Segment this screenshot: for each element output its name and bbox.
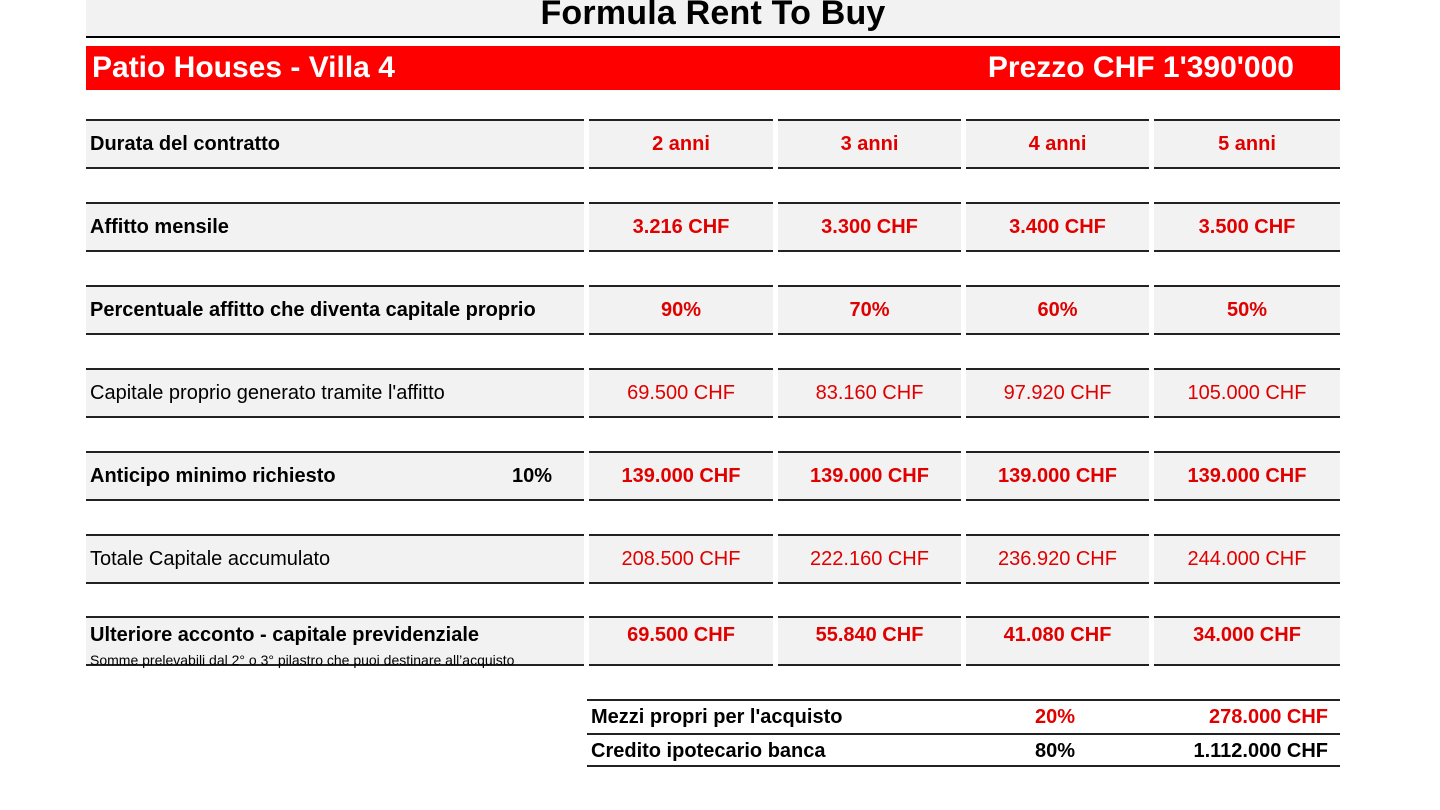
capitale-proprio-value-3: 97.920 CHF: [966, 368, 1149, 418]
property-banner: [86, 46, 1340, 90]
anticipo-label-text: Anticipo minimo richiesto: [90, 464, 336, 487]
affitto-value-3: 3.400 CHF: [966, 202, 1149, 252]
totale-value-2: 222.160 CHF: [778, 534, 961, 584]
ulteriore-value-3: 41.080 CHF: [966, 616, 1149, 666]
anticipo-value-1: 139.000 CHF: [589, 451, 773, 501]
anticipo-value-4: 139.000 CHF: [1154, 451, 1340, 501]
affitto-value-1: 3.216 CHF: [589, 202, 773, 252]
summary-percent-credito: 80%: [1035, 740, 1076, 762]
durata-value-1: 2 anni: [589, 119, 773, 169]
anticipo-percent: 10%: [511, 464, 552, 487]
row-label-ulteriore: Ulteriore acconto - capitale previdenziale: [86, 616, 584, 666]
anticipo-value-3: 139.000 CHF: [966, 451, 1149, 501]
ulteriore-value-4: 34.000 CHF: [1154, 616, 1340, 666]
title-band: [86, 0, 1340, 38]
page-title: Formula Rent To Buy: [540, 0, 886, 32]
row-label-totale: Totale Capitale accumulato: [86, 534, 584, 584]
row-label-capitale-proprio: Capitale proprio generato tramite l'affitto: [86, 368, 584, 418]
property-price: Prezzo CHF 1'390'000: [987, 51, 1294, 84]
affitto-value-2: 3.300 CHF: [778, 202, 961, 252]
summary-amount-credito: 1.112.000 CHF: [1193, 740, 1328, 762]
percentuale-value-1: 90%: [589, 285, 773, 335]
property-name: Patio Houses - Villa 4: [92, 51, 395, 84]
capitale-proprio-value-1: 69.500 CHF: [589, 368, 773, 418]
anticipo-value-2: 139.000 CHF: [778, 451, 961, 501]
totale-value-4: 244.000 CHF: [1154, 534, 1340, 584]
row-label-anticipo: [86, 451, 584, 501]
summary-percent-mezzi-propri: 20%: [1035, 706, 1076, 728]
totale-value-3: 236.920 CHF: [966, 534, 1149, 584]
summary-label-credito: Credito ipotecario banca: [591, 740, 826, 762]
durata-value-3: 4 anni: [966, 119, 1149, 169]
summary-amount-mezzi-propri: 278.000 CHF: [1209, 706, 1328, 728]
percentuale-value-3: 60%: [966, 285, 1149, 335]
row-label-durata: Durata del contratto: [86, 119, 584, 169]
row-label-affitto: Affitto mensile: [86, 202, 584, 252]
ulteriore-value-2: 55.840 CHF: [778, 616, 961, 666]
percentuale-value-2: 70%: [778, 285, 961, 335]
summary-row-credito: [587, 733, 1340, 767]
durata-value-2: 3 anni: [778, 119, 961, 169]
percentuale-value-4: 50%: [1154, 285, 1340, 335]
ulteriore-note: Somme prelevabili dal 2° o 3° pilastro che puoi destinare all’acquisto: [90, 652, 515, 668]
row-label-percentuale: Percentuale affitto che diventa capitale proprio: [86, 285, 584, 335]
affitto-value-4: 3.500 CHF: [1154, 202, 1340, 252]
summary-label-mezzi-propri: Mezzi propri per l'acquisto: [591, 706, 843, 728]
durata-value-4: 5 anni: [1154, 119, 1340, 169]
totale-value-1: 208.500 CHF: [589, 534, 773, 584]
capitale-proprio-value-4: 105.000 CHF: [1154, 368, 1340, 418]
capitale-proprio-value-2: 83.160 CHF: [778, 368, 961, 418]
summary-row-mezzi-propri: [587, 699, 1340, 733]
ulteriore-value-1: 69.500 CHF: [589, 616, 773, 666]
